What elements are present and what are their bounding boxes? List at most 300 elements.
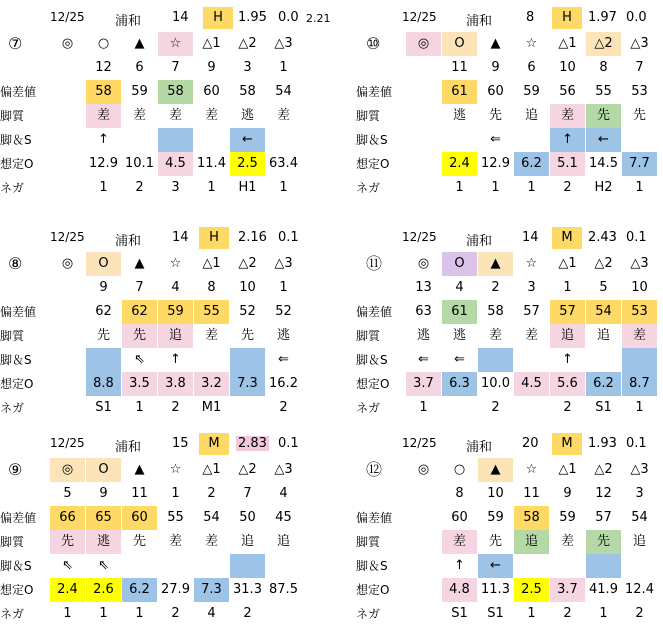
style-cell: 先 [122,324,157,348]
mark-cell: ◎ [61,256,74,271]
horse-row [0,482,300,506]
odds-row [0,578,300,602]
race-number: ⑪ [366,254,383,273]
race-date: 12/25 [50,10,85,24]
style-cell: 先 [632,108,646,123]
horse-cell: 4 [171,280,180,295]
panel-header [0,226,300,250]
odds-cell: 5.1 [550,152,585,176]
dev-cell: 60 [203,84,220,99]
grade-badge: H [203,7,233,29]
leg-row [356,554,656,578]
value-1: 1.93 [588,436,617,451]
horse-cell: 3 [527,280,536,295]
row-label: ネガ [356,607,381,621]
style-cell: 追 [158,324,193,348]
nega-cell: 1 [135,400,144,415]
nega-cell: 1 [527,606,536,621]
race-panel-8 [0,226,300,420]
odds-cell: 4.5 [158,152,193,176]
odds-cell: 3.7 [550,578,585,602]
row-label: 偏差値 [356,511,393,525]
dev-cell: 55 [167,510,184,525]
row-label: 脚＆S [0,133,32,147]
leg-cell: ↑ [170,352,181,367]
dev-cell: 62 [122,300,157,324]
mark-cell: △3 [274,36,293,51]
race-number: ⑧ [8,254,23,273]
marks-row [356,252,656,276]
nega-cell: 1 [527,180,536,195]
horse-cell: 8 [455,486,464,501]
dev-cell: 56 [559,84,576,99]
leg-cell: ↑ [562,352,573,367]
horse-cell: 6 [527,60,536,75]
value-2: 0.1 [278,230,299,245]
row-label: 偏差値 [356,85,393,99]
dev-cell: 61 [442,80,477,104]
style-cell: 先 [488,534,502,549]
mark-cell: △1 [558,462,577,477]
leg-cell: ↑ [98,132,109,147]
style-cell: 先 [50,530,85,554]
value-1: 1.97 [588,10,617,25]
dev-cell: 58 [86,80,121,104]
row-label: 脚質 [356,329,381,343]
dev-row [0,506,300,530]
odds-cell: 7.3 [194,578,229,602]
horse-cell: 5 [599,280,608,295]
dev-row [0,80,300,104]
race-panel-10 [356,6,656,200]
nega-cell: 1 [635,180,644,195]
style-cell: 差 [86,104,121,128]
odds-cell: 12.4 [625,582,654,597]
mark-cell: △3 [274,462,293,477]
style-cell: 差 [560,534,574,549]
horse-cell: 7 [635,60,644,75]
horse-cell: 10 [559,60,576,75]
leg-cell: ⇖ [62,558,73,573]
odds-row [0,372,300,396]
dev-cell: 59 [487,510,504,525]
nega-cell: 1 [419,400,428,415]
style-cell: 逃 [240,108,254,123]
row-label: ネガ [356,401,381,415]
horse-count: 14 [172,10,189,25]
value-2: 0.0 [626,10,647,25]
leg-cell [478,348,513,372]
odds-cell: 6.3 [442,372,477,396]
race-panel-9 [0,432,300,626]
style-cell: 差 [168,108,182,123]
race-number: ⑫ [366,460,383,479]
mark-cell: ◎ [417,462,430,477]
leg-cell: ⇐ [278,352,289,367]
race-date: 12/25 [50,436,85,450]
style-cell: 逃 [276,328,290,343]
dev-cell: 52 [275,304,292,319]
odds-cell: 6.2 [514,152,549,176]
horse-cell: 8 [599,60,608,75]
style-cell: 先 [586,104,621,128]
nega-cell: 2 [279,400,288,415]
nega-cell: 2 [243,606,252,621]
nega-cell: 2 [135,180,144,195]
style-cell: 差 [132,108,146,123]
mark-cell: △1 [558,256,577,271]
horse-cell: 11 [131,486,148,501]
nega-cell: 1 [99,606,108,621]
leg-cell: ← [230,128,265,152]
mark-cell: △3 [630,462,649,477]
dev-cell: 54 [631,510,648,525]
value-1: 2.43 [588,230,617,245]
style-cell: 先 [96,328,110,343]
style-cell: 差 [550,104,585,128]
mark-cell: ○ [453,462,466,477]
mark-cell: ▲ [490,36,501,51]
mark-cell: O [442,32,477,56]
venue: 浦和 [115,440,142,455]
leg-cell [158,128,193,152]
leg-cell [230,554,265,578]
venue: 浦和 [466,14,493,29]
horse-cell: 9 [563,486,572,501]
style-row [0,530,300,554]
row-label: 脚質 [356,535,381,549]
nega-cell: S1 [451,606,468,621]
mark-cell: △3 [274,256,293,271]
nega-cell: 2 [563,606,572,621]
leg-row [0,554,300,578]
mark-cell: ▲ [478,252,513,276]
dev-cell: 55 [194,300,229,324]
race-number: ⑩ [366,34,381,53]
horse-cell: 3 [243,60,252,75]
nega-cell: 1 [99,180,108,195]
leg-cell: ⇐ [454,352,465,367]
mark-cell: △1 [202,256,221,271]
dev-cell: 62 [95,304,112,319]
nega-cell: 1 [455,180,464,195]
odds-cell: 7.3 [230,372,265,396]
marks-row [0,458,300,482]
race-number: ⑨ [8,460,23,479]
nega-cell: 1 [599,606,608,621]
style-row [0,104,300,128]
nega-row [356,176,656,200]
horse-cell: 2 [491,280,500,295]
nega-cell: 2 [491,400,500,415]
row-label: 想定O [0,583,34,597]
horse-count: 20 [522,436,539,451]
style-cell: 差 [276,108,290,123]
dev-cell: 59 [131,84,148,99]
marks-row [0,32,300,56]
odds-cell: 4.8 [442,578,477,602]
horse-cell: 1 [279,60,288,75]
leg-cell [230,348,265,372]
horse-cell: 13 [415,280,432,295]
nega-row [356,602,656,626]
dev-row [0,300,300,324]
row-label: 脚質 [0,329,25,343]
odds-cell: 7.7 [622,152,657,176]
odds-cell: 2.5 [230,152,265,176]
row-label: 脚質 [356,109,381,123]
panel-header [0,432,300,456]
value-2: 0.1 [626,436,647,451]
style-cell: 逃 [416,328,430,343]
mark-cell: ☆ [158,32,193,56]
style-cell: 先 [488,108,502,123]
dev-cell: 54 [203,510,220,525]
horse-cell: 1 [171,486,180,501]
nega-cell: H1 [238,180,257,195]
value-1: 2.83 [238,436,267,451]
odds-cell: 31.3 [233,582,262,597]
mark-cell: O [442,252,477,276]
race-date: 12/25 [402,10,437,24]
style-cell: 差 [488,328,502,343]
mark-cell: △2 [238,36,257,51]
style-cell: 追 [240,534,254,549]
leg-cell: ⇐ [490,132,501,147]
horse-row [0,56,300,80]
leg-cell: ← [478,554,513,578]
horse-cell: 7 [243,486,252,501]
style-cell: 先 [132,534,146,549]
dev-row [356,300,656,324]
leg-cell [586,554,621,578]
horse-cell: 5 [63,486,72,501]
leg-row [356,128,656,152]
mark-cell: ◎ [406,32,441,56]
odds-cell: 10.1 [125,156,154,171]
mark-cell: ▲ [134,462,145,477]
nega-cell: 3 [171,180,180,195]
odds-cell: 6.2 [586,372,621,396]
horse-cell: 4 [279,486,288,501]
mark-cell: △1 [202,36,221,51]
mark-cell: ▲ [134,256,145,271]
nega-cell: 1 [491,180,500,195]
horse-cell: 7 [135,280,144,295]
mark-cell: △1 [558,36,577,51]
dev-cell: 57 [550,300,585,324]
value-extra: 2.21 [306,12,331,25]
row-label: 脚＆S [356,559,388,573]
dev-cell: 54 [275,84,292,99]
odds-cell: 12.9 [89,156,118,171]
nega-cell: 2 [563,400,572,415]
dev-cell: 53 [622,300,657,324]
mark-cell: △3 [630,256,649,271]
style-cell: 追 [276,534,290,549]
row-label: 脚＆S [356,353,388,367]
odds-row [356,372,656,396]
odds-cell: 12.9 [481,156,510,171]
dev-cell: 66 [50,506,85,530]
odds-cell: 3.8 [158,372,193,396]
horse-cell: 1 [563,280,572,295]
odds-cell: 2.5 [514,578,549,602]
dev-cell: 55 [595,84,612,99]
leg-row [0,128,300,152]
panel-header [356,226,656,250]
horse-cell: 12 [95,60,112,75]
dev-cell: 59 [158,300,193,324]
dev-cell: 57 [523,304,540,319]
row-label: 偏差値 [0,305,37,319]
dev-cell: 59 [523,84,540,99]
horse-cell: 10 [487,486,504,501]
mark-cell: △2 [238,462,257,477]
horse-cell: 1 [279,280,288,295]
dev-cell: 60 [451,510,468,525]
nega-cell: 4 [207,606,216,621]
style-cell: 差 [168,534,182,549]
leg-row [0,348,300,372]
style-cell: 差 [204,328,218,343]
nega-row [0,396,300,420]
dev-cell: 54 [586,300,621,324]
odds-cell: 3.5 [122,372,157,396]
leg-cell: ↑ [550,128,585,152]
leg-row [356,348,656,372]
marks-row [356,32,656,56]
nega-cell: 2 [563,180,572,195]
row-label: 偏差値 [356,305,393,319]
row-label: 脚質 [0,109,25,123]
odds-cell: 11.4 [197,156,226,171]
odds-cell: 14.5 [589,156,618,171]
style-cell: 追 [596,328,610,343]
race-date: 12/25 [402,436,437,450]
mark-cell: △2 [594,256,613,271]
odds-row [356,578,656,602]
mark-cell: ▲ [478,458,513,482]
row-label: 脚質 [0,535,25,549]
dev-cell: 58 [239,84,256,99]
dev-cell: 53 [631,84,648,99]
dev-cell: 65 [86,506,121,530]
horse-count: 14 [522,230,539,245]
odds-cell: 11.3 [481,582,510,597]
odds-cell: 63.4 [269,156,298,171]
marks-row [356,458,656,482]
leg-cell: ↑ [454,558,465,573]
odds-cell: 4.5 [514,372,549,396]
horse-cell: 7 [171,60,180,75]
mark-cell: O [86,252,121,276]
odds-cell: 6.2 [122,578,157,602]
value-2: 0.1 [278,436,299,451]
nega-row [0,176,300,200]
mark-cell: △2 [586,32,621,56]
row-label: 想定O [356,157,390,171]
horse-cell: 9 [99,486,108,501]
style-cell: 追 [632,534,646,549]
grade-badge: H [199,227,229,249]
mark-cell: ◎ [61,36,74,51]
nega-cell: 1 [63,606,72,621]
grade-badge: M [552,433,582,455]
dev-cell: 58 [158,80,193,104]
style-cell: 逃 [452,328,466,343]
horse-cell: 6 [135,60,144,75]
odds-cell: 5.6 [550,372,585,396]
odds-cell: 87.5 [269,582,298,597]
venue: 浦和 [466,234,493,249]
nega-cell: S1 [595,400,612,415]
mark-cell: ☆ [525,256,538,271]
row-label: ネガ [356,181,381,195]
nega-cell: S1 [487,606,504,621]
horse-cell: 12 [595,486,612,501]
mark-cell: △1 [202,462,221,477]
dev-cell: 63 [415,304,432,319]
odds-cell: 3.7 [406,372,441,396]
nega-cell: 2 [635,606,644,621]
horse-cell: 11 [451,60,468,75]
odds-cell: 2.4 [442,152,477,176]
row-label: 偏差値 [0,85,37,99]
nega-cell: H2 [594,180,613,195]
horse-count: 14 [172,230,189,245]
horse-cell: 9 [207,60,216,75]
mark-cell: ◎ [50,458,85,482]
horse-cell: 11 [523,486,540,501]
odds-row [356,152,656,176]
race-panel-11 [356,226,656,420]
marks-row [0,252,300,276]
row-label: 脚＆S [0,559,32,573]
dev-cell: 60 [487,84,504,99]
grade-badge: M [552,227,582,249]
race-number: ⑦ [8,34,23,53]
venue: 浦和 [115,14,142,29]
horse-count: 15 [172,436,189,451]
mark-cell: ☆ [525,36,538,51]
mark-cell: ▲ [134,36,145,51]
row-label: 想定O [0,377,34,391]
value-2: 0.1 [626,230,647,245]
style-cell: 差 [622,324,657,348]
row-label: 脚＆S [356,133,388,147]
row-label: 想定O [356,377,390,391]
style-row [356,104,656,128]
leg-cell [622,348,657,372]
nega-cell: S1 [95,400,112,415]
leg-cell: ⇐ [418,352,429,367]
nega-cell: 1 [207,180,216,195]
mark-cell: △2 [238,256,257,271]
dev-cell: 45 [275,510,292,525]
nega-cell: 1 [635,400,644,415]
dev-cell: 58 [514,506,549,530]
mark-cell: ◎ [417,256,430,271]
odds-cell: 10.0 [481,376,510,391]
row-label: 脚＆S [0,353,32,367]
odds-row [0,152,300,176]
leg-cell: ⇖ [98,558,109,573]
venue: 浦和 [466,440,493,455]
style-cell: 差 [442,530,477,554]
mark-cell: △2 [594,462,613,477]
style-row [356,530,656,554]
